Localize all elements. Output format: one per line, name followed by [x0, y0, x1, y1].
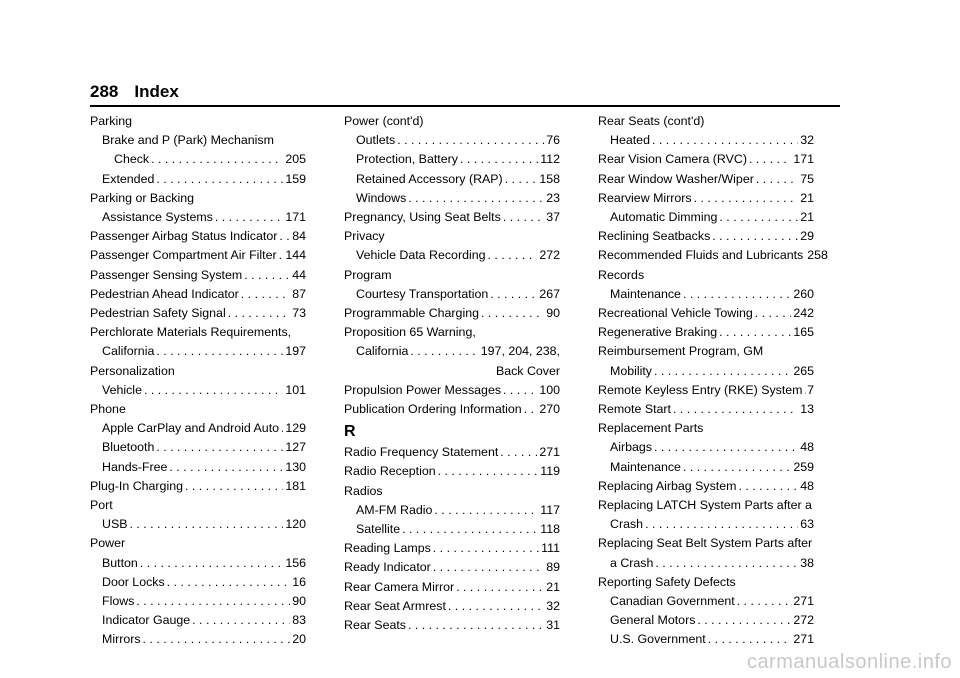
- entry-text: Radio Reception: [344, 464, 436, 479]
- index-entry: [344, 112, 560, 131]
- dot-leader: [169, 458, 283, 477]
- entry-text: Brake and P (Park) Mechanism: [102, 133, 274, 148]
- entry-text: Reclining Seatbacks: [598, 229, 711, 244]
- entry-text: Button: [102, 555, 138, 570]
- index-entry: [344, 616, 560, 635]
- entry-text: Retained Accessory (RAP): [356, 171, 503, 186]
- entry-text: Airbags: [610, 440, 653, 455]
- dot-leader: [279, 227, 290, 246]
- index-entry: [90, 266, 306, 285]
- index-entry: [598, 477, 814, 496]
- index-subentry: [90, 208, 306, 227]
- page-reference: 7: [807, 382, 814, 397]
- index-column-1: [90, 112, 306, 650]
- page-reference: 111: [541, 541, 560, 556]
- dot-leader: [652, 131, 798, 150]
- entry-text: Satellite: [356, 522, 401, 537]
- page-reference: 197, 204, 238,: [480, 344, 560, 359]
- entry-text: California: [102, 344, 155, 359]
- entry-text: Replacement Parts: [598, 421, 704, 436]
- entry-text: Mobility: [610, 363, 652, 378]
- entry-text: Recreational Vehicle Towing: [598, 306, 753, 321]
- dot-leader: [645, 515, 798, 534]
- page-reference: 84: [292, 229, 306, 244]
- dot-leader: [500, 443, 537, 462]
- index-subentry: [344, 131, 560, 150]
- page-reference: 272: [793, 613, 814, 628]
- index-entry: [344, 597, 560, 616]
- page-reference: 205: [285, 152, 306, 167]
- dot-leader: [433, 558, 544, 577]
- index-entry: [344, 539, 560, 558]
- entry-text: Privacy: [344, 229, 385, 244]
- index-subentry: [90, 419, 306, 438]
- page-reference: 129: [285, 421, 306, 436]
- index-subentry: [90, 458, 306, 477]
- index-entry: [598, 534, 814, 553]
- dot-leader: [192, 611, 290, 630]
- entry-text: Remote Start: [598, 402, 671, 417]
- entry-text: USB: [102, 517, 128, 532]
- index-entry: [598, 381, 814, 400]
- entry-text: Windows: [356, 190, 407, 205]
- index-subentry: [90, 515, 306, 534]
- page-reference: 29: [800, 229, 814, 244]
- entry-text: Records: [598, 267, 645, 282]
- dot-leader: [719, 208, 798, 227]
- entry-text: Power: [90, 536, 126, 551]
- page-reference: 31: [546, 618, 560, 633]
- index-entry: [344, 381, 560, 400]
- index-entry: [344, 462, 560, 481]
- dot-leader: [129, 515, 283, 534]
- entry-text: Rear Camera Mirror: [344, 579, 455, 594]
- index-entry: [598, 342, 814, 361]
- index-subentry: [598, 362, 814, 381]
- page-reference: 119: [540, 464, 560, 479]
- index-subentry: [598, 458, 814, 477]
- index-entry: [598, 496, 814, 515]
- index-entry: [90, 323, 306, 342]
- dot-leader: [244, 266, 290, 285]
- page-reference: 101: [285, 382, 306, 397]
- entry-text: Extended: [102, 171, 155, 186]
- index-entry: [90, 112, 306, 131]
- dot-leader: [438, 462, 539, 481]
- dot-leader: [673, 400, 798, 419]
- index-subentry: [90, 554, 306, 573]
- dot-leader: [408, 189, 544, 208]
- page-reference: 48: [800, 478, 814, 493]
- dot-leader: [654, 362, 791, 381]
- entry-text: Check: [114, 152, 150, 167]
- entry-text: Parking or Backing: [90, 190, 194, 205]
- dot-leader: [448, 597, 544, 616]
- index-subentry: [598, 515, 814, 534]
- entry-text: Passenger Compartment Air Filter: [90, 248, 277, 263]
- index-subentry: [344, 342, 560, 361]
- page-reference: 159: [285, 171, 306, 186]
- page-reference: 32: [546, 598, 560, 613]
- index-entry: [598, 400, 814, 419]
- dot-leader: [683, 458, 791, 477]
- entry-text: Vehicle Data Recording: [356, 248, 486, 263]
- entry-text: Assistance Systems: [102, 210, 213, 225]
- entry-text: Flows: [102, 594, 135, 609]
- index-entry: [90, 304, 306, 323]
- page-reference: 258: [807, 248, 828, 263]
- dot-leader: [708, 630, 792, 649]
- entry-text: Pedestrian Safety Signal: [90, 306, 226, 321]
- dot-leader: [143, 630, 291, 649]
- index-column-2: [344, 112, 560, 635]
- entry-text: Ready Indicator: [344, 560, 431, 575]
- dot-leader: [408, 616, 544, 635]
- dot-leader: [434, 501, 538, 520]
- dot-leader: [167, 573, 291, 592]
- index-entry: [344, 558, 560, 577]
- index-subentry: [344, 150, 560, 169]
- page-reference: 44: [292, 267, 306, 282]
- index-entry: [90, 362, 306, 381]
- dot-leader: [697, 611, 791, 630]
- index-subentry: [598, 630, 814, 649]
- index-entry: [598, 419, 814, 438]
- entry-text: Propulsion Power Messages: [344, 382, 502, 397]
- page-reference: 87: [292, 286, 306, 301]
- index-subentry: [344, 285, 560, 304]
- index-entry: [344, 304, 560, 323]
- index-entry: [598, 266, 814, 285]
- entry-text: Port: [90, 498, 113, 513]
- entry-text: Regenerative Braking: [598, 325, 718, 340]
- index-subentry: [598, 131, 814, 150]
- entry-text: Perchlorate Materials Requirements,: [90, 325, 292, 340]
- page-reference: 112: [540, 152, 560, 167]
- index-entry: [598, 150, 814, 169]
- dot-leader: [151, 150, 283, 169]
- entry-text: Reporting Safety Defects: [598, 574, 736, 589]
- dot-leader: [654, 438, 798, 457]
- index-subentry: [90, 630, 306, 649]
- entry-text: Proposition 65 Warning,: [344, 325, 476, 340]
- entry-text: Plug-In Charging: [90, 478, 183, 493]
- entry-text: Power (cont'd): [344, 114, 424, 128]
- page-reference: 165: [793, 325, 814, 340]
- index-entry: [90, 496, 306, 515]
- index-entry: [344, 482, 560, 501]
- entry-text: Automatic Dimming: [610, 210, 718, 225]
- index-subentry: [90, 342, 306, 361]
- entry-text: Radios: [344, 483, 383, 498]
- entry-text: Parking: [90, 114, 133, 128]
- dot-leader: [749, 150, 791, 169]
- dot-leader: [241, 285, 290, 304]
- page-reference: 89: [546, 560, 560, 575]
- entry-text: Rearview Mirrors: [598, 190, 692, 205]
- index-subentry: [344, 189, 560, 208]
- index-entry: [344, 227, 560, 246]
- entry-text: Pregnancy, Using Seat Belts: [344, 210, 501, 225]
- entry-text: Canadian Government: [610, 594, 735, 609]
- entry-text: Door Locks: [102, 574, 165, 589]
- page-reference: 20: [292, 632, 306, 647]
- dot-leader: [279, 246, 284, 265]
- page-reference: 272: [539, 248, 560, 263]
- page-reference: 37: [546, 210, 560, 225]
- index-subentry: [344, 501, 560, 520]
- dot-leader: [488, 246, 538, 265]
- page-reference: 118: [540, 522, 560, 537]
- page-reference: 73: [292, 306, 306, 321]
- entry-text: General Motors: [610, 613, 696, 628]
- dot-leader: [490, 285, 537, 304]
- index-entry: [598, 246, 828, 265]
- dot-leader: [712, 227, 798, 246]
- entry-text: Program: [344, 267, 392, 282]
- index-entry: [598, 189, 814, 208]
- entry-text: Replacing LATCH System Parts after a: [598, 498, 812, 513]
- dot-leader: [756, 170, 798, 189]
- page-reference: 21: [800, 210, 814, 225]
- dot-leader: [402, 520, 538, 539]
- dot-leader: [433, 539, 539, 558]
- page-reference: 158: [539, 171, 560, 186]
- index-subentry: [90, 592, 306, 611]
- index-subentry: [90, 611, 306, 630]
- entry-text: Mirrors: [102, 632, 141, 647]
- index-subentry: [90, 150, 306, 169]
- page-reference: 171: [793, 152, 814, 167]
- index-subentry: [90, 438, 306, 457]
- dot-leader: [228, 304, 291, 323]
- index-entry: [344, 266, 560, 285]
- page-reference: 259: [793, 459, 814, 474]
- index-subentry: [90, 573, 306, 592]
- entry-text: Publication Ordering Information: [344, 402, 522, 417]
- dot-leader: [737, 592, 792, 611]
- page-header: [90, 82, 179, 102]
- index-entry: [598, 304, 814, 323]
- dot-leader: [410, 342, 478, 361]
- index-entry: [344, 443, 560, 462]
- dot-leader: [144, 381, 283, 400]
- index-entry: [598, 573, 814, 592]
- page-reference: 197: [285, 344, 306, 359]
- dot-leader: [719, 323, 791, 342]
- index-subentry: [344, 246, 560, 265]
- index-subentry: [598, 438, 814, 457]
- entry-text: Rear Seat Armrest: [344, 598, 446, 613]
- index-continuation: Back Cover: [495, 363, 560, 378]
- index-entry: [90, 189, 306, 208]
- entry-text: Replacing Seat Belt System Parts after: [598, 536, 813, 551]
- index-entry: [344, 323, 560, 342]
- entry-text: Remote Keyless Entry (RKE) System: [598, 382, 803, 397]
- page-reference: 100: [539, 382, 560, 397]
- entry-text: Personalization: [90, 363, 175, 378]
- page-reference: 271: [793, 632, 814, 647]
- index-subentry: [598, 592, 814, 611]
- page-reference: 267: [539, 286, 560, 301]
- page-reference: 130: [285, 459, 306, 474]
- index-entry: [598, 227, 814, 246]
- dot-leader: [185, 477, 283, 496]
- page-reference: 156: [285, 555, 306, 570]
- page-reference: 117: [540, 502, 560, 517]
- entry-text: Pedestrian Ahead Indicator: [90, 286, 239, 301]
- dot-leader: [755, 304, 792, 323]
- dot-leader: [156, 170, 283, 189]
- entry-text: Recommended Fluids and Lubricants: [598, 248, 804, 263]
- index-subentry: [90, 131, 306, 150]
- index-subentry: [90, 381, 306, 400]
- page-reference: 16: [292, 574, 306, 589]
- page-reference: 90: [292, 594, 306, 609]
- header-rule: [90, 105, 840, 107]
- index-entry: [90, 534, 306, 553]
- page-number: 288: [90, 82, 119, 101]
- dot-leader: [215, 208, 283, 227]
- page-reference: 127: [285, 440, 306, 455]
- dot-leader: [805, 381, 806, 400]
- entry-text: Reimbursement Program, GM: [598, 344, 764, 359]
- page-reference: 21: [800, 190, 814, 205]
- page-reference: 120: [285, 517, 306, 532]
- page-reference: 38: [800, 555, 814, 570]
- dot-leader: [460, 150, 538, 169]
- index-subentry: [598, 554, 814, 573]
- page-title: Index: [134, 82, 179, 101]
- page-reference: 32: [800, 133, 814, 148]
- index-entry: [344, 400, 560, 419]
- index-entry: [344, 208, 560, 227]
- entry-text: Maintenance: [610, 459, 681, 474]
- section-letter: R: [344, 423, 356, 441]
- entry-text: Maintenance: [610, 286, 681, 301]
- dot-leader: [397, 131, 544, 150]
- entry-text: Rear Seats: [344, 618, 406, 633]
- entry-text: Passenger Airbag Status Indicator: [90, 229, 278, 244]
- entry-text: Bluetooth: [102, 440, 155, 455]
- entry-text: Reading Lamps: [344, 541, 431, 556]
- page-reference: 265: [793, 363, 814, 378]
- index-entry: [90, 285, 306, 304]
- entry-text: Phone: [90, 402, 126, 417]
- dot-leader: [156, 342, 283, 361]
- dot-leader: [136, 592, 290, 611]
- page-reference: 171: [285, 210, 306, 225]
- entry-text: Crash: [610, 517, 644, 532]
- index-entry: [598, 323, 814, 342]
- dot-leader: [524, 400, 538, 419]
- dot-leader: [456, 578, 544, 597]
- page-reference: 23: [546, 190, 560, 205]
- page-reference: 76: [546, 133, 560, 148]
- index-subentry: [344, 520, 560, 539]
- page-reference: 242: [793, 306, 814, 321]
- index-entry: [90, 400, 306, 419]
- dot-leader: [655, 554, 798, 573]
- entry-text: Rear Window Washer/Wiper: [598, 171, 754, 186]
- page-reference: 271: [793, 594, 814, 609]
- index-entry: [90, 477, 306, 496]
- index-subentry: [598, 285, 814, 304]
- dot-leader: [140, 554, 283, 573]
- entry-text: Hands-Free: [102, 459, 168, 474]
- index-entry: [90, 227, 306, 246]
- entry-text: Radio Frequency Statement: [344, 445, 499, 460]
- page-reference: 260: [793, 286, 814, 301]
- page-reference: 21: [546, 579, 560, 594]
- dot-leader: [156, 438, 283, 457]
- index-entry: [598, 170, 814, 189]
- page-reference: 75: [800, 171, 814, 186]
- dot-leader: [481, 304, 544, 323]
- index-entry: [90, 246, 306, 265]
- entry-text: Rear Vision Camera (RVC): [598, 152, 747, 167]
- dot-leader: [505, 170, 538, 189]
- index-column-3: [598, 112, 828, 650]
- entry-text: Replacing Airbag System: [598, 478, 737, 493]
- entry-text: Rear Seats (cont'd): [598, 114, 705, 128]
- index-subentry: [90, 170, 306, 189]
- dot-leader: [738, 477, 798, 496]
- page-reference: 270: [539, 402, 560, 417]
- page-reference: 48: [800, 440, 814, 455]
- entry-text: a Crash: [610, 555, 654, 570]
- page-reference: 90: [546, 306, 560, 321]
- entry-text: AM-FM Radio: [356, 502, 433, 517]
- dot-leader: [694, 189, 799, 208]
- page-reference: 144: [285, 248, 306, 263]
- dot-leader: [281, 419, 283, 438]
- entry-text: Passenger Sensing System: [90, 267, 243, 282]
- entry-text: U.S. Government: [610, 632, 706, 647]
- index-entry: [598, 112, 814, 131]
- dot-leader: [683, 285, 791, 304]
- watermark: carmanualsonline.info: [746, 651, 952, 673]
- index-subentry: [598, 611, 814, 630]
- page-reference: 63: [800, 517, 814, 532]
- index-subentry: [344, 170, 560, 189]
- entry-text: Courtesy Transportation: [356, 286, 489, 301]
- page-reference: 271: [539, 445, 560, 460]
- page-reference: 181: [285, 478, 306, 493]
- page-reference: 13: [800, 402, 814, 417]
- entry-text: Indicator Gauge: [102, 613, 191, 628]
- entry-text: Apple CarPlay and Android Auto: [102, 421, 280, 436]
- entry-text: Vehicle: [102, 382, 142, 397]
- entry-text: California: [356, 344, 409, 359]
- index-subentry: [598, 208, 814, 227]
- entry-text: Programmable Charging: [344, 306, 479, 321]
- entry-text: Heated: [610, 133, 650, 148]
- dot-leader: [503, 208, 544, 227]
- entry-text: Outlets: [356, 133, 396, 148]
- entry-text: Protection, Battery: [356, 152, 458, 167]
- index-entry: [344, 578, 560, 597]
- dot-leader: [503, 381, 537, 400]
- page-reference: 83: [292, 613, 306, 628]
